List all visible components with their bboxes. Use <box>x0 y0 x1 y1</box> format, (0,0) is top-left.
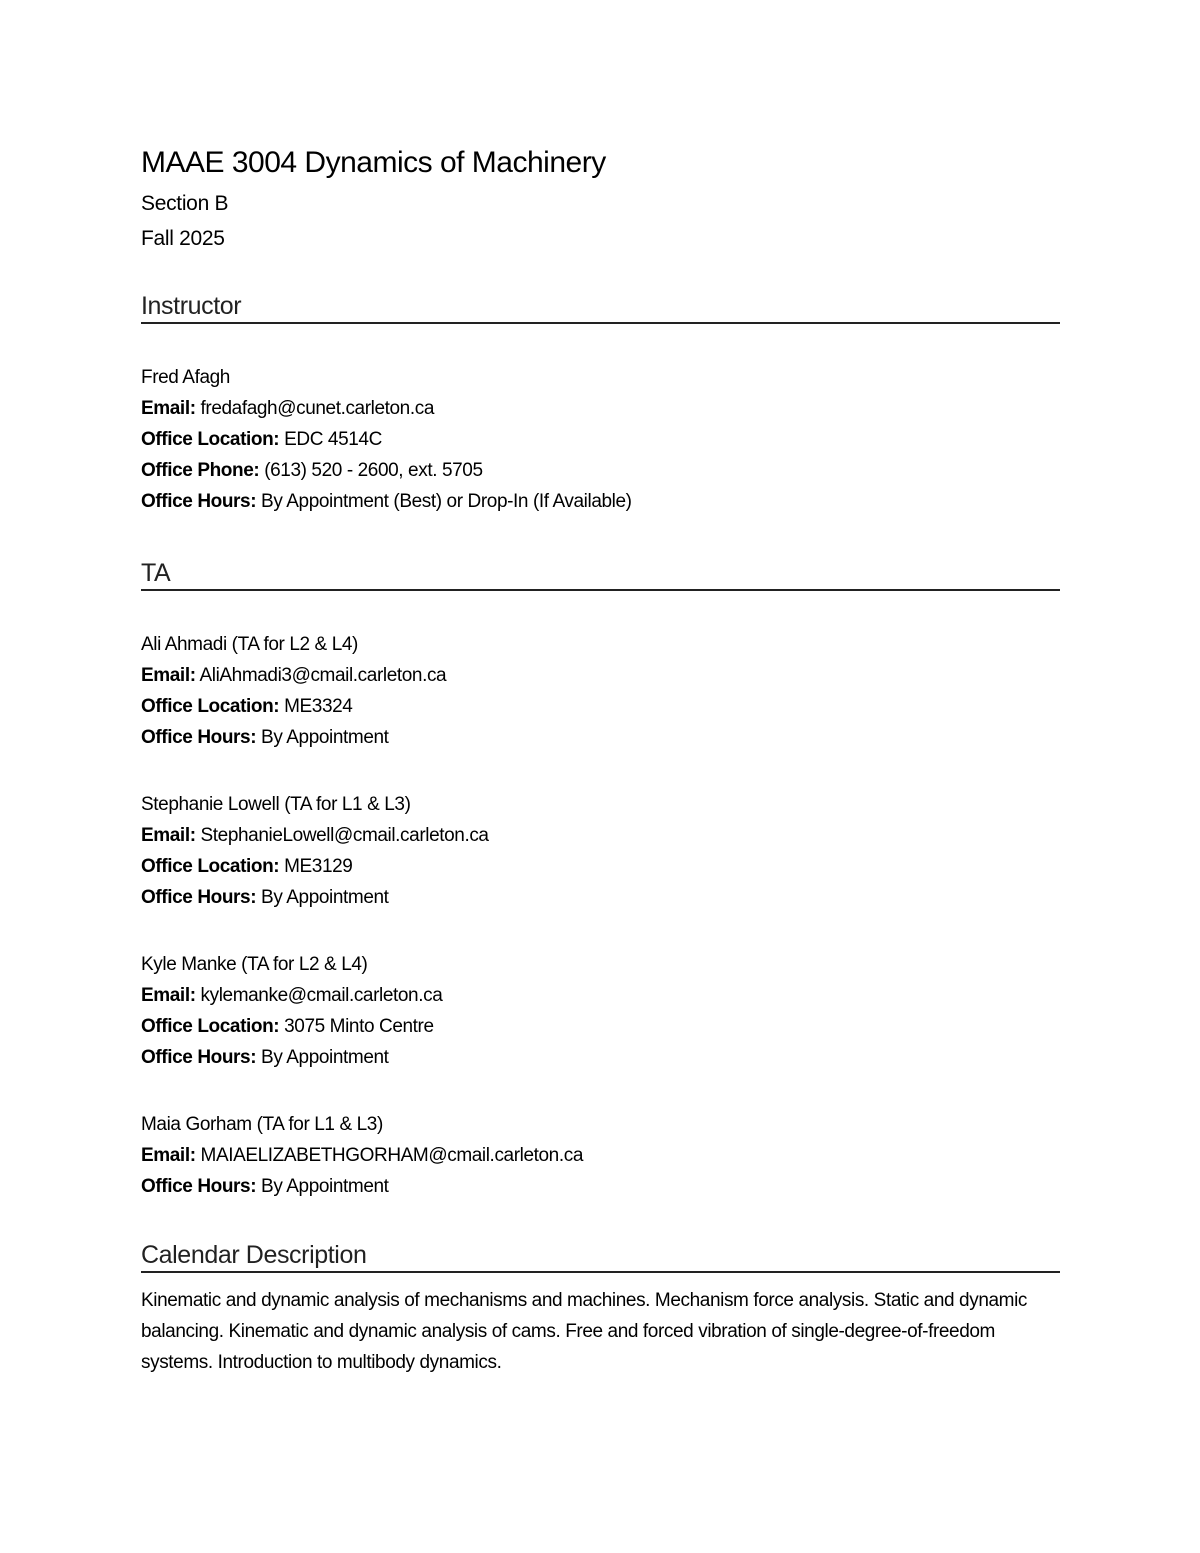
ta-office-location-line <box>141 851 1060 882</box>
ta-email: kylemanke@cmail.carleton.ca <box>200 985 443 1006</box>
ta-block-4 <box>141 1109 1060 1202</box>
ta-office-hours: By Appointment <box>261 887 389 908</box>
course-title: MAAE 3004 Dynamics of Machinery <box>141 146 606 179</box>
instructor-office-phone: (613) 520 - 2600, ext. 5705 <box>264 460 483 481</box>
course-term: Fall 2025 <box>141 227 225 250</box>
office-hours-label: Office Hours: <box>141 1047 257 1068</box>
ta-office-hours-line <box>141 1171 1060 1202</box>
ta-email-line <box>141 980 1060 1011</box>
ta-heading: TA <box>141 558 1060 591</box>
ta-email-line <box>141 660 1060 691</box>
ta-name: Maia Gorham (TA for L1 & L3) <box>141 1114 383 1135</box>
ta-office-hours: By Appointment <box>261 727 389 748</box>
ta-email-line <box>141 1140 1060 1171</box>
email-label: Email: <box>141 398 196 419</box>
office-hours-label: Office Hours: <box>141 491 257 512</box>
instructor-office-hours-line <box>141 486 1060 517</box>
office-hours-label: Office Hours: <box>141 1176 257 1197</box>
ta-office-hours-line <box>141 1042 1060 1073</box>
ta-office-location-line <box>141 691 1060 722</box>
instructor-heading: Instructor <box>141 291 1060 324</box>
email-label: Email: <box>141 665 196 686</box>
instructor-office-phone-line <box>141 455 1060 486</box>
instructor-email: fredafagh@cunet.carleton.ca <box>200 398 434 419</box>
instructor-office-location-line <box>141 424 1060 455</box>
email-label: Email: <box>141 1145 196 1166</box>
ta-name: Stephanie Lowell (TA for L1 & L3) <box>141 794 411 815</box>
ta-office-location-line <box>141 1011 1060 1042</box>
ta-block-3 <box>141 949 1060 1073</box>
ta-email: AliAhmadi3@cmail.carleton.ca <box>199 665 447 686</box>
office-location-label: Office Location: <box>141 429 280 450</box>
syllabus-page <box>141 143 1060 1378</box>
ta-block-2 <box>141 789 1060 913</box>
ta-office-hours: By Appointment <box>261 1176 389 1197</box>
ta-email: MAIAELIZABETHGORHAM@cmail.carleton.ca <box>200 1145 583 1166</box>
ta-email-line <box>141 820 1060 851</box>
ta-block-1 <box>141 629 1060 753</box>
instructor-block <box>141 362 1060 517</box>
ta-office-location: ME3129 <box>284 856 353 877</box>
ta-name: Ali Ahmadi (TA for L2 & L4) <box>141 634 358 655</box>
instructor-office-hours: By Appointment (Best) or Drop-In (If Available) <box>261 491 632 512</box>
email-label: Email: <box>141 825 196 846</box>
office-phone-label: Office Phone: <box>141 460 260 481</box>
ta-name: Kyle Manke (TA for L2 & L4) <box>141 954 368 975</box>
office-location-label: Office Location: <box>141 696 280 717</box>
office-hours-label: Office Hours: <box>141 887 257 908</box>
ta-office-location: ME3324 <box>284 696 353 717</box>
ta-office-hours-line <box>141 722 1060 753</box>
ta-office-hours: By Appointment <box>261 1047 389 1068</box>
office-hours-label: Office Hours: <box>141 727 257 748</box>
ta-email: StephanieLowell@cmail.carleton.ca <box>200 825 489 846</box>
ta-office-location: 3075 Minto Centre <box>284 1016 434 1037</box>
course-section: Section B <box>141 192 229 215</box>
instructor-name: Fred Afagh <box>141 367 230 388</box>
email-label: Email: <box>141 985 196 1006</box>
ta-office-hours-line <box>141 882 1060 913</box>
calendar-description-text: Kinematic and dynamic analysis of mechanisms and machines. Mechanism force analysis. Static and dynamic balancing. Kinematic and dynamic analysis of cams. Free and forced vibration of single-degree-of-freedom systems. Introduction to multibody dynamics. <box>141 1290 1027 1373</box>
office-location-label: Office Location: <box>141 856 280 877</box>
instructor-office-location: EDC 4514C <box>284 429 382 450</box>
instructor-email-line <box>141 393 1060 424</box>
office-location-label: Office Location: <box>141 1016 280 1037</box>
calendar-description-heading: Calendar Description <box>141 1240 1060 1273</box>
